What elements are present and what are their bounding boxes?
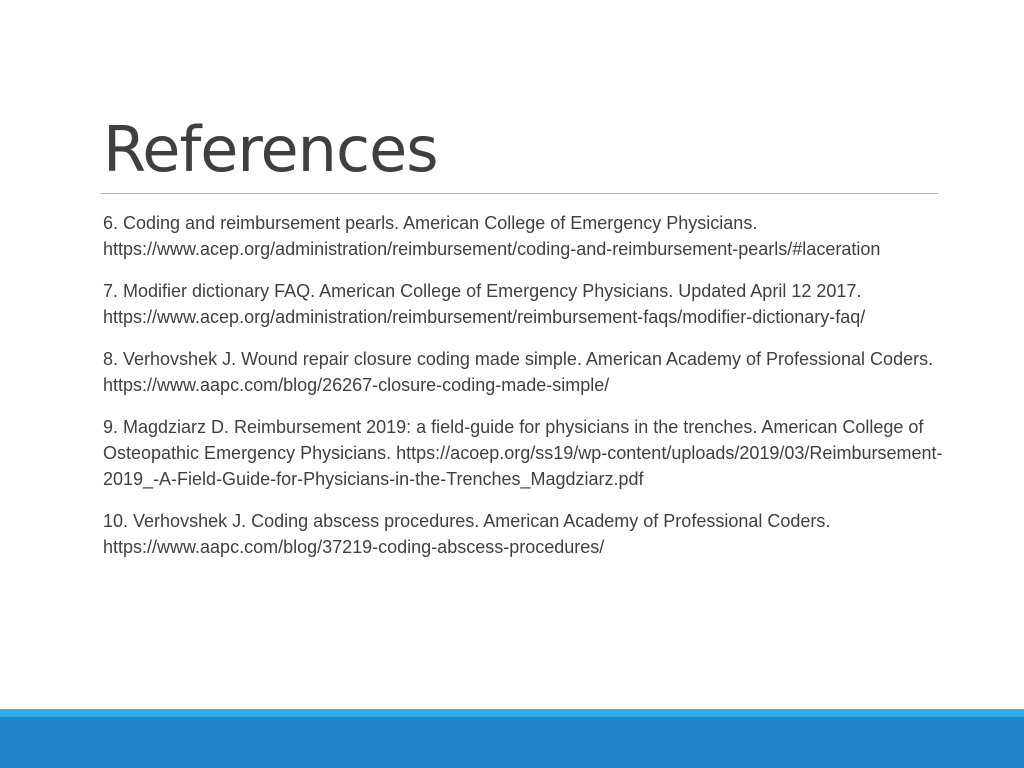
reference-item xyxy=(103,210,943,262)
reference-url[interactable]: https://acoep.org/ss19/wp-content/uploads/2019/03/Reimbursement-2019_-A-Field-Guide-for-Physicians-in-the-Trenches_Magdziarz.pdf xyxy=(103,443,943,489)
reference-url[interactable]: https://www.aapc.com/blog/37219-coding-abscess-procedures/ xyxy=(103,537,605,557)
reference-url[interactable]: https://www.acep.org/administration/reimbursement/coding-and-reimbursement-pearls/#laceration xyxy=(103,239,881,259)
reference-item xyxy=(103,346,943,398)
reference-citation: 8. Verhovshek J. Wound repair closure coding made simple. American Academy of Professional Coders. xyxy=(103,349,934,369)
reference-citation: 9. Magdziarz D. Reimbursement 2019: a field-guide for physicians in the trenches. American College of Osteopathic Emergency Physicians. xyxy=(103,417,924,463)
title-divider xyxy=(101,193,938,194)
slide-title: References xyxy=(103,113,438,186)
reference-item xyxy=(103,508,943,560)
reference-list xyxy=(103,210,943,576)
footer-band xyxy=(0,717,1024,768)
footer-accent-band xyxy=(0,709,1024,717)
reference-item xyxy=(103,414,943,492)
reference-citation: 7. Modifier dictionary FAQ. American College of Emergency Physicians. Updated April 12 2017. xyxy=(103,281,862,301)
reference-url[interactable]: https://www.acep.org/administration/reimbursement/reimbursement-faqs/modifier-dictionary-faq/ xyxy=(103,307,866,327)
reference-item xyxy=(103,278,943,330)
reference-url[interactable]: https://www.aapc.com/blog/26267-closure-coding-made-simple/ xyxy=(103,375,610,395)
reference-citation: 6. Coding and reimbursement pearls. American College of Emergency Physicians. xyxy=(103,213,758,233)
reference-citation: 10. Verhovshek J. Coding abscess procedures. American Academy of Professional Coders. xyxy=(103,511,831,531)
